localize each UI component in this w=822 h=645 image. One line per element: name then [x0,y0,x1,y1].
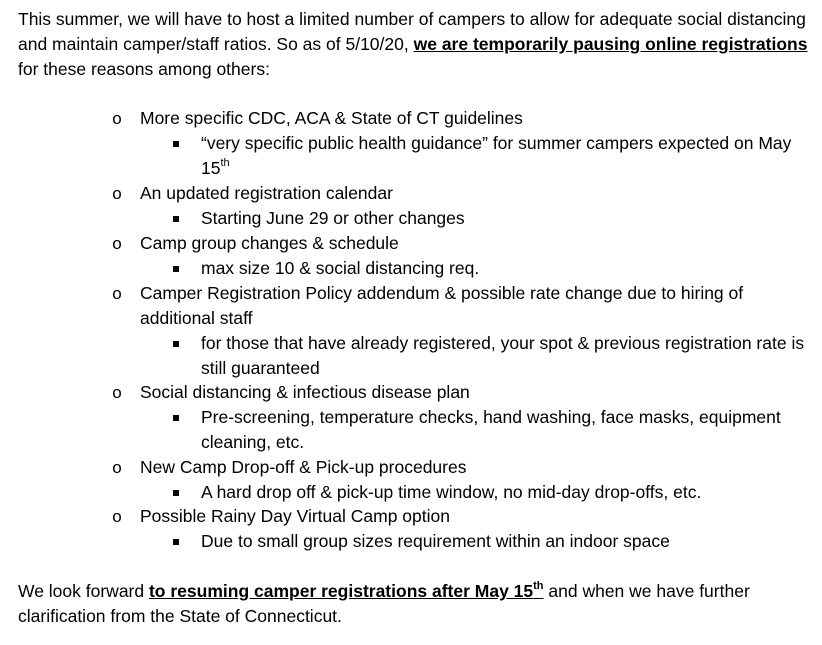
intro-paragraph [18,7,808,82]
circle-bullet-icon: o [112,507,122,526]
square-bullet-icon [173,490,179,496]
list-item-text: Social distancing & infectious disease plan [140,382,470,402]
sub-list-item [201,405,806,455]
square-bullet-icon [173,539,179,545]
circle-bullet-icon: o [112,184,122,203]
list-item-text: Camper Registration Policy addendum & possible rate change due to hiring of additional staff [140,283,744,328]
list-item-text: Possible Rainy Day Virtual Camp option [140,506,450,526]
sub-list-item [201,480,806,505]
square-bullet-icon [173,141,179,147]
closing-emphasis [149,581,544,601]
ordinal-suffix: th [220,157,230,170]
list-item [112,455,810,480]
circle-bullet-icon: o [112,284,122,303]
square-bullet-icon [173,266,179,272]
list-item-text: New Camp Drop-off & Pick-up procedures [140,457,467,477]
closing-text-1: We look forward [18,581,149,601]
sub-list-item-text: A hard drop off & pick-up time window, no mid-day drop-offs, etc. [201,482,702,502]
list-item-text: An updated registration calendar [140,183,393,203]
circle-bullet-icon: o [112,234,122,253]
list-item [112,231,810,256]
list-item-text: More specific CDC, ACA & State of CT guidelines [140,108,523,128]
list-item [112,181,810,206]
sub-list-item [201,256,806,281]
list-item [112,281,810,331]
sub-list-item-text: Pre-screening, temperature checks, hand washing, face masks, equipment cleaning, etc. [201,407,781,452]
sub-list-item [201,206,806,231]
sub-list-item [201,131,806,181]
intro-text-2: for these reasons among others: [18,59,270,79]
square-bullet-icon [173,415,179,421]
closing-paragraph [18,579,808,629]
closing-emphasis-text: to resuming camper registrations after May 15 [148,581,534,601]
circle-bullet-icon: o [112,383,122,402]
sub-list-item-text: max size 10 & social distancing req. [201,258,480,278]
sub-list-item-text: Starting June 29 or other changes [201,208,465,228]
ordinal-suffix: th [533,580,544,593]
sub-list-item-text: for those that have already registered, your spot & previous registration rate is still guaranteed [201,333,805,378]
square-bullet-icon [173,216,179,222]
sub-list-item [201,529,806,554]
list-item [112,106,810,131]
intro-emphasis: we are temporarily pausing online registrations [413,34,808,54]
square-bullet-icon [173,341,179,347]
sub-list-item-text: Due to small group sizes requirement within an indoor space [201,531,670,551]
intro-text-1: This summer, we will have to host a limited number of campers to allow for adequate social distancing and maintain camper/staff ratios. So as of 5/10/20, [18,9,806,54]
circle-bullet-icon: o [112,458,122,477]
list-item-text: Camp group changes & schedule [140,233,399,253]
circle-bullet-icon: o [112,109,122,128]
list-item [112,504,810,529]
closing-text-2: and when we have further clarification from the State of Connecticut. [18,581,750,626]
list-item [112,380,810,405]
sub-list-item [201,331,806,381]
sub-list-item-text: “very specific public health guidance” for summer campers expected on May 15 [201,133,792,178]
